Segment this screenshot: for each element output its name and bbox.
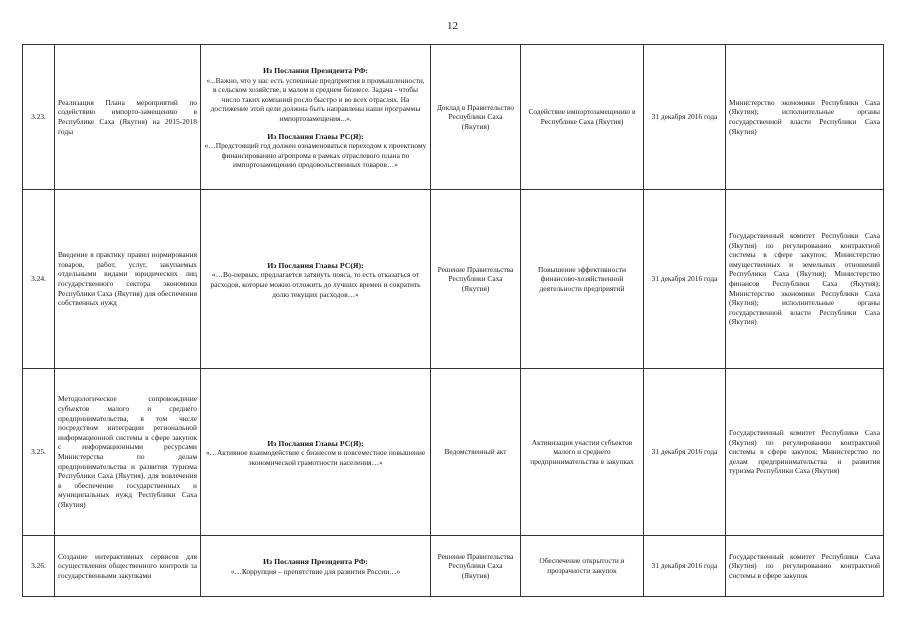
- document-type-cell: Решение Правительства Республики Саха (Якутия): [431, 536, 521, 597]
- deadline-cell: 31 декабря 2016 года: [644, 190, 726, 369]
- responsible-cell: Государственный комитет Республики Саха (Якутия) по регулированию контрактной системы в сфере закупок: [726, 536, 884, 597]
- expected-result-cell: Обеспечение открытости и прозрачности закупок: [521, 536, 644, 597]
- page-number: 12: [447, 20, 458, 32]
- table-row: [23, 45, 884, 190]
- document-type-cell: Доклад в Правительство Республики Саха (Якутия): [431, 45, 521, 190]
- quote-heading: Из Послания Главы РС(Я):: [267, 131, 364, 141]
- row-number: 3.26.: [23, 536, 55, 597]
- row-number: 3.23.: [23, 45, 55, 190]
- address-quote-cell: [201, 536, 431, 597]
- expected-result-cell: Содействие импортозамещению в Республике Саха (Якутия): [521, 45, 644, 190]
- table-row: [23, 369, 884, 536]
- measure-cell: Реализация Плана мероприятий по содействию импорто-замещению в Республике Саха (Якутия) на 2015-2018 годы: [55, 45, 201, 190]
- table-row: [23, 536, 884, 597]
- quote-heading: Из Послания Главы РС(Я):: [267, 260, 364, 270]
- deadline-cell: 31 декабря 2016 года: [644, 45, 726, 190]
- quote-heading: Из Послания Президента РФ:: [262, 66, 369, 76]
- row-number: 3.24.: [23, 190, 55, 369]
- address-quote-cell: [201, 369, 431, 536]
- quote-text: «...Важно, что у нас есть успешные предприятия в промышленности, в сельском хозяйстве, в малом и среднем бизнесе. Задача - чтобы число таких компаний росло быстро и во всех отраслях. На достижение этой цели должны быть направлены наши программы импортозамещения...».: [206, 75, 425, 123]
- expected-result-cell: Активизация участия субъектов малого и среднего предпринимательства в закупках: [521, 369, 644, 536]
- expected-result-cell: Повышение эффективности финансово-хозяйственной деятельности предприятий: [521, 190, 644, 369]
- measure-cell: Введение в практику правил нормирования товаров, работ, услуг, закупаемых отдельными видами юридических лиц государственного сектора экономики Республики Саха (Якутия) для обеспечения собственных нужд: [55, 190, 201, 369]
- deadline-cell: 31 декабря 2016 года: [644, 369, 726, 536]
- quote-heading: Из Послания Президента РФ:: [262, 557, 369, 567]
- measure-cell: Методологическое сопровождение субъектов малого и среднего предпринимательства, в том числе посредством интеграции региональной информационной системы в сфере закупок с информационными ресурсами Министерства по делам предпринимательства и развития туризма Республики Саха (Якутия), для вовлечения в обеспечение государственных и муниципальных нужд Республики Саха (Якутия): [55, 369, 201, 536]
- quote-text: «…Предстоящий год должен ознаменоваться переходом к проектному финансированию агропрома в рамках отраслевого плана по импортозамещению продовольственных товаров…»: [204, 141, 427, 170]
- quote-text: «…Коррупция – препятствие для развития России…»: [230, 567, 401, 576]
- quote-text: «…Активное взаимодействие с бизнесом и повсеместное повышение экономической грамотности населения…»: [205, 448, 426, 467]
- measure-cell: Создание интерактивных сервисов для осуществления общественного контроля за государственными закупками: [55, 536, 201, 597]
- responsible-cell: Государственный комитет Республики Саха (Якутия) по регулированию контрактной системы в сфере закупок; Министерство имущественных и земельных отношений Республики Саха (Якутия); Министерство финансов Республики Саха (Якутия); Министерство экономики Республики Саха (Якутия); исполнительные органы государственной власти Республики Саха (Якутия): [726, 190, 884, 369]
- document-type-cell: Решение Правительства Республики Саха (Якутия): [431, 190, 521, 369]
- quote-text: «…Во-первых, предлагается затянуть пояса, то есть отказаться от расходов, которые можно отложить до лучших времен и сократить долю текущих расходов…»: [210, 270, 421, 299]
- address-quote-cell: [201, 45, 431, 190]
- responsible-cell: Государственный комитет Республики Саха (Якутия) по регулированию контрактной системы в сфере закупок; Министерство по делам предпринимательства и развития туризма Республики Саха (Якутия): [726, 369, 884, 536]
- responsible-cell: Министерство экономики Республики Саха (Якутия); исполнительные органы государственной власти Республики Саха (Якутия): [726, 45, 884, 190]
- deadline-cell: 31 декабря 2016 года: [644, 536, 726, 597]
- measures-table: [22, 44, 884, 597]
- table-row: [23, 190, 884, 369]
- quote-heading: Из Послания Главы РС(Я):: [267, 438, 364, 448]
- document-type-cell: Ведомственный акт: [431, 369, 521, 536]
- address-quote-cell: [201, 190, 431, 369]
- row-number: 3.25.: [23, 369, 55, 536]
